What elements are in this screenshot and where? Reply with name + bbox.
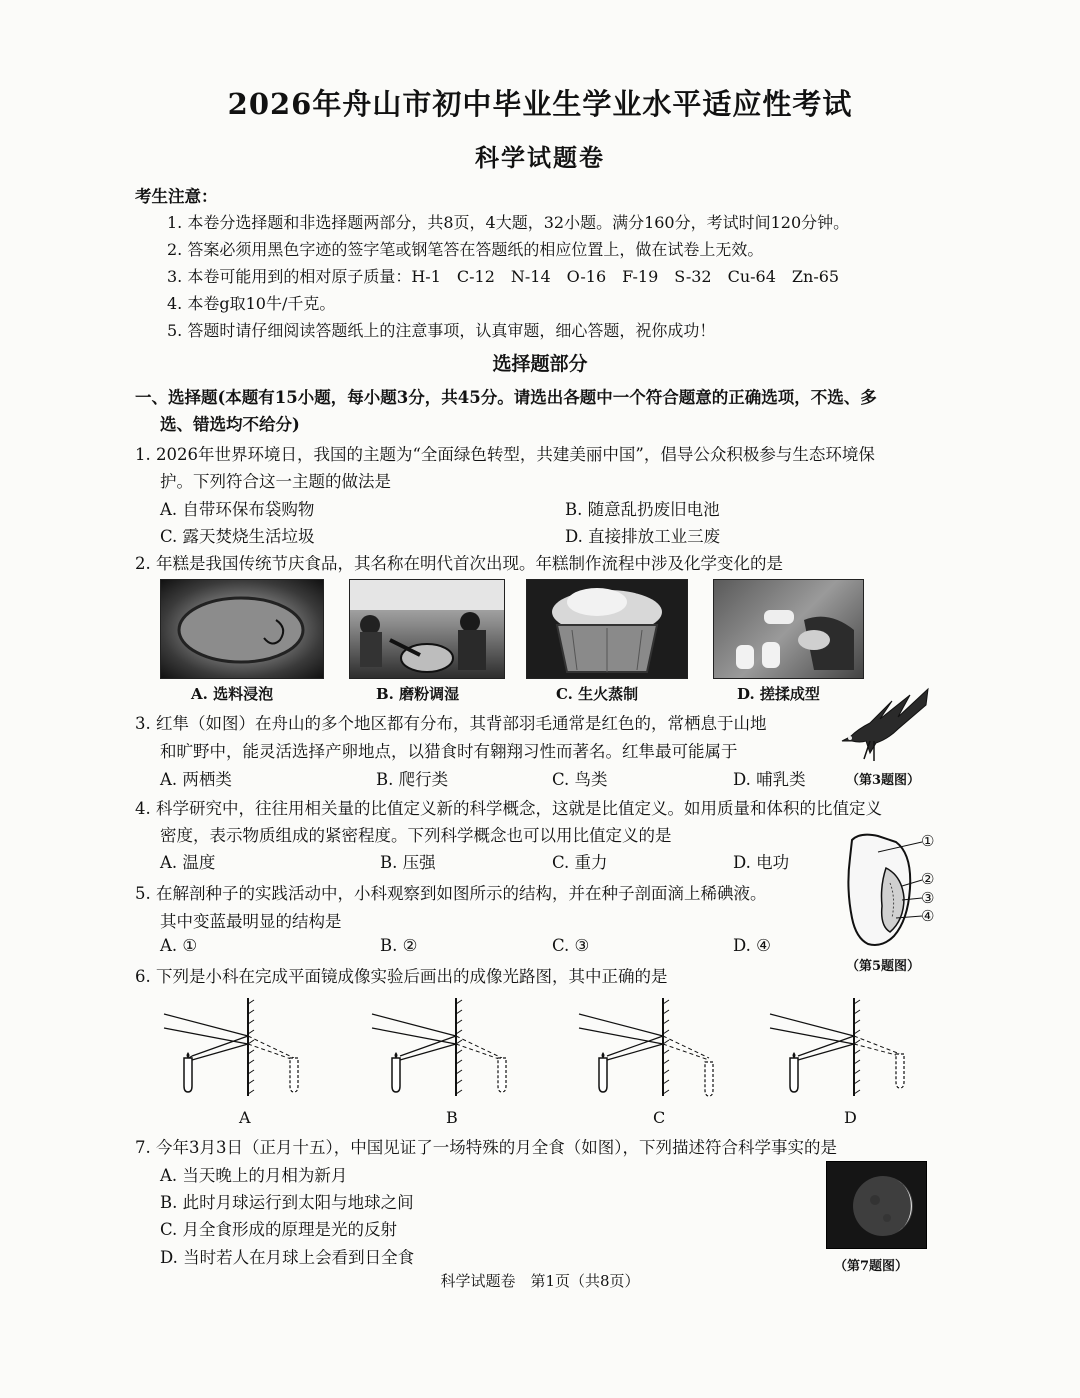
section-title: 选择题部分 (492, 353, 588, 375)
q3-stem-line2: 和旷野中，能灵活选择产卵地点，以猎食时有翱翔习性而著名。红隼最可能属于 (160, 742, 738, 761)
notice-item-3: 3. 本卷可能用到的相对原子质量：H-1 C-12 N-14 O-16 F-19 S-32 Cu-64 Zn-65 (167, 267, 840, 286)
q1-option-c: C. 露天焚烧生活垃圾 (160, 527, 315, 546)
q4-option-a: A. 温度 (160, 853, 216, 872)
q4-option-b: B. 压强 (380, 853, 436, 872)
part1-heading-line1: 一、选择题(本题有15小题，每小题3分，共45分。请选出各题中一个符合题意的正确选项，不选、多 (135, 388, 877, 407)
notice-item-4: 4. 本卷g取10牛/千克。 (167, 294, 336, 313)
seed-label-2: ② (921, 870, 935, 888)
optics-diagram-d (764, 996, 914, 1101)
q2-photo-c (526, 579, 688, 679)
q2-photo-a-soaking-drawing (161, 580, 323, 678)
q3-option-c: C. 鸟类 (552, 770, 608, 789)
q5-figure-caption: （第5题图） (846, 959, 921, 974)
q5-option-b: B. ② (380, 936, 418, 955)
moon-drawing (827, 1162, 926, 1248)
optics-diagram-b (366, 996, 516, 1101)
page-footer: 科学试题卷 第1页（共8页） (440, 1272, 640, 1290)
optics-label-b: B (446, 1108, 458, 1127)
q3-option-b: B. 爬行类 (376, 770, 449, 789)
q2-photo-d (713, 579, 864, 679)
seed-label-1: ① (921, 832, 935, 850)
q7-option-b: B. 此时月球运行到太阳与地球之间 (160, 1193, 414, 1212)
part1-heading-line2: 选、错选均不给分) (160, 415, 300, 434)
q5-stem-line2: 其中变蓝最明显的结构是 (160, 912, 342, 931)
q2-option-c: C. 生火蒸制 (556, 685, 639, 703)
q1-option-b: B. 随意乱扔废旧电池 (565, 500, 720, 519)
exam-subtitle: 科学试题卷 (475, 143, 605, 172)
q3-option-d: D. 哺乳类 (733, 770, 806, 789)
q1-option-a: A. 自带环保布袋购物 (160, 500, 315, 519)
q7-stem: 7. 今年3月3日（正月十五），中国见证了一场特殊的月全食（如图），下列描述符合科学事实的是 (135, 1138, 837, 1157)
q3-figure-caption: （第3题图） (846, 773, 921, 788)
q3-stem-line1: 3. 红隼（如图）在舟山的多个地区都有分布，其背部羽毛通常是红色的，常栖息于山地 (135, 714, 767, 733)
notice-item-2: 2. 答案必须用黑色字迹的签字笔或钢笔答在答题纸的相应位置上，做在试卷上无效。 (167, 240, 764, 259)
q7-option-c: C. 月全食形成的原理是光的反射 (160, 1220, 398, 1239)
q7-figure-caption: （第7题图） (834, 1259, 909, 1274)
q5-option-a: A. ① (160, 936, 198, 955)
optics-diagram-a (158, 996, 308, 1101)
q1-option-d: D. 直接排放工业三废 (565, 527, 721, 546)
notice-item-5: 5. 答题时请仔细阅读答题纸上的注意事项，认真审题，细心答题，祝你成功！ (167, 321, 716, 340)
q4-option-c: C. 重力 (552, 853, 608, 872)
q4-stem-line2: 密度，表示物质组成的紧密程度。下列科学概念也可以用比值定义的是 (160, 826, 672, 845)
notice-heading: 考生注意： (135, 187, 218, 206)
q5-option-c: C. ③ (552, 936, 590, 955)
optics-label-a: A (239, 1108, 251, 1127)
lunar-eclipse-photo (826, 1161, 927, 1249)
q2-photo-b-grinding-drawing (350, 580, 504, 678)
q2-photo-c-steaming-drawing (527, 580, 687, 678)
kestrel-figure (840, 683, 935, 765)
q2-option-a: A. 选料浸泡 (191, 685, 274, 703)
optics-label-d: D (844, 1108, 857, 1127)
q2-photo-b (349, 579, 505, 679)
q4-stem-line1: 4. 科学研究中，往往用相关量的比值定义新的科学概念，这就是比值定义。如用质量和体积的比值定义 (135, 799, 882, 818)
q1-stem-line1: 1. 2026年世界环境日，我国的主题为“全面绿色转型，共建美丽中国”，倡导公众积极参与生态环境保 (135, 445, 875, 464)
q1-stem-line2: 护。下列符合这一主题的做法是 (160, 472, 391, 491)
q2-option-b: B. 磨粉调湿 (376, 685, 460, 703)
optics-diagram-c (573, 996, 723, 1101)
exam-title: 2026年舟山市初中毕业生学业水平适应性考试 (227, 87, 853, 121)
q4-option-d: D. 电功 (733, 853, 790, 872)
q7-option-a: A. 当天晚上的月相为新月 (160, 1166, 348, 1185)
seed-label-4: ④ (921, 907, 935, 925)
q7-option-d: D. 当时若人在月球上会看到日全食 (160, 1248, 415, 1267)
q2-stem: 2. 年糕是我国传统节庆食品，其名称在明代首次出现。年糕制作流程中涉及化学变化的是 (135, 554, 783, 573)
notice-item-1: 1. 本卷分选择题和非选择题两部分，共8页，4大题，32小题。满分160分，考试时间120分钟。 (167, 213, 850, 232)
seed-label-3: ③ (921, 889, 935, 907)
q2-photo-d-shaping-drawing (714, 580, 863, 678)
q5-option-d: D. ④ (733, 936, 771, 955)
optics-label-c: C (653, 1108, 666, 1127)
q2-photo-a (160, 579, 324, 679)
q3-option-a: A. 两栖类 (160, 770, 232, 789)
q6-stem: 6. 下列是小科在完成平面镜成像实验后画出的成像光路图，其中正确的是 (135, 967, 668, 986)
q2-option-d: D. 搓揉成型 (737, 685, 820, 703)
q5-stem-line1: 5. 在解剖种子的实践活动中，小科观察到如图所示的结构，并在种子剖面滴上稀碘液。 (135, 884, 767, 903)
